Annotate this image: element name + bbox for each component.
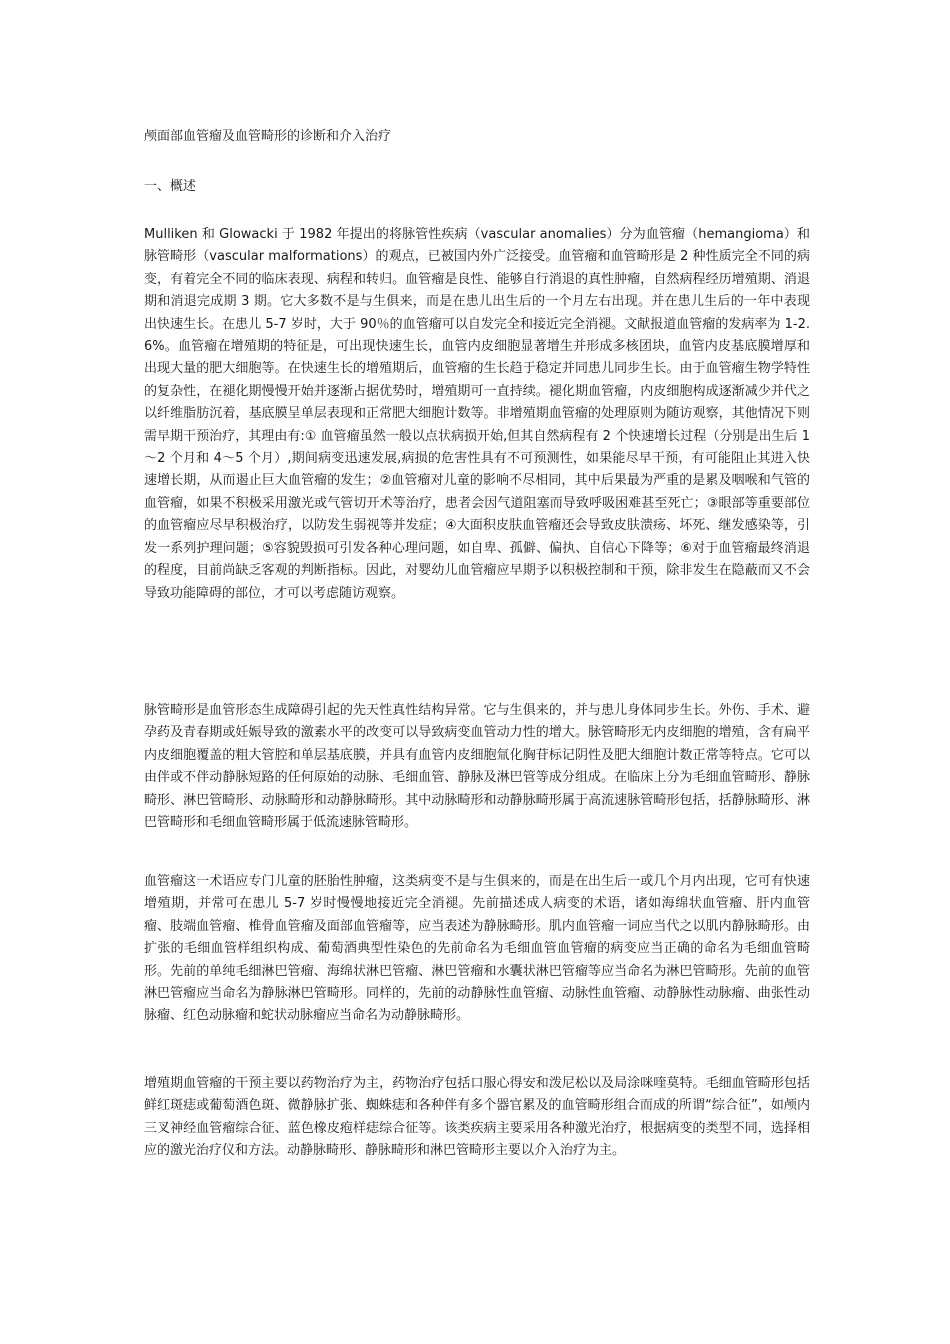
paragraph-vascular-malformation: 脉管畸形是血管形态生成障碍引起的先天性真性结构异常。它与生俱来的，并与患儿身体同步生长。外伤、手术、避孕药及青春期或妊娠导致的激素水平的改变可以导致病变血管动力性的增大。脉管畸形无内皮细胞的增殖，含有扁平内皮细胞覆盖的粗大管腔和单层基底膜，并具有血管内皮细胞氚化胸苷标记阴性及肥大细胞计数正常等特点。它可以由伴或不伴动静脉短路的任何原始的动脉、毛细血管、静脉及淋巴管等成分组成。在临床上分为毛细血管畸形、静脉畸形、淋巴管畸形、动脉畸形和动静脉畸形。其中动脉畸形和动静脉畸形属于高流速脉管畸形包括，括静脉畸形、淋巴管畸形和毛细血管畸形属于低流速脉管畸形。	[144, 703, 810, 831]
paragraph-hemangioma-overview: Mulliken 和 Glowacki 于 1982 年提出的将脉管性疾病（vascular anomalies）分为血管瘤（hemangioma）和脉管畸形（vascular malformations）的观点，已被国内外广泛接受。血管瘤和血管畸形是 2 种性质完全不同的病变，有着完全不同的临床表现、病程和转归。血管瘤是良性、能够自行消退的真性肿瘤，自然病程经历增殖期、消退期和消退完成期 3 期。它大多数不是与生俱来，而是在患儿出生后的一个月左右出现。并在患儿生后的一年中表现出快速生长。在患儿 5-7 岁时，大于 90％的血管瘤可以自发完全和接近完全消褪。文献报道血管瘤的发病率为 1-2.6%。血管瘤在增殖期的特征是，可出现快速生长，血管内皮细胞显著增生并形成多核团块，血管内皮基底膜增厚和出现大量的肥大细胞等。在快速生长的增殖期后，血管瘤的生长趋于稳定并同患儿同步生长。由于血管瘤生物学特性的复杂性，在褪化期慢慢开始并逐渐占据优势时，增殖期可一直持续。褪化期血管瘤，内皮细胞构成逐渐减少并代之以纤维脂肪沉着，基底膜呈单层表现和正常肥大细胞计数等。非增殖期血管瘤的处理原则为随访观察，其他情况下则需早期干预治疗，其理由有:① 血管瘤虽然一般以点状病损开始,但其自然病程有 2 个快速增长过程（分别是出生后 1～2 个月和 4～5 个月）,期间病变迅速发展,病损的危害性具有不可预测性，如果能尽早干预，有可能阻止其进入快速增长期，从而遏止巨大血管瘤的发生；②血管瘤对儿童的影响不尽相同，其中后果最为严重的是累及咽喉和气管的血管瘤，如果不积极采用激光或气管切开术等治疗，患者会因气道阻塞而导致呼吸困难甚至死亡；③眼部等重要部位的血管瘤应尽早积极治疗，以防发生弱视等并发症；④大面积皮肤血管瘤还会导致皮肤溃疡、坏死、继发感染等，引发一系列护理问题；⑤容貌毁损可引发各种心理问题，如自卑、孤僻、偏执、自信心下降等；⑥对于血管瘤最终消退的程度，目前尚缺乏客观的判断指标。因此，对婴幼儿血管瘤应早期予以积极控制和干预，除非发生在隐蔽而又不会导致功能障碍的部位，才可以考虑随访观察。	[144, 227, 810, 601]
document-title: 颅面部血管瘤及血管畸形的诊断和介入治疗	[144, 129, 392, 144]
section-heading: 一、概述	[144, 179, 197, 194]
paragraph-treatment: 增殖期血管瘤的干预主要以药物治疗为主，药物治疗包括口服心得安和泼尼松以及局涂咪喹莫特。毛细血管畸形包括鲜红斑痣或葡萄酒色斑、微静脉扩张、蜘蛛痣和各种伴有多个器官累及的血管畸形组合而成的所谓“综合征”，如颅内三叉神经血管瘤综合征、蓝色橡皮疱样痣综合征等。该类疾病主要采用各种激光治疗，根据病变的类型不同，选择相应的激光治疗仪和方法。动静脉畸形、静脉畸形和淋巴管畸形主要以介入治疗为主。	[144, 1076, 810, 1159]
paragraph-terminology: 血管瘤这一术语应专门儿童的胚胎性肿瘤，这类病变不是与生俱来的，而是在出生后一或几个月内出现，它可有快速增殖期，并常可在患儿 5-7 岁时慢慢地接近完全消褪。先前描述成人病变的术语，诸如海绵状血管瘤、肝内血管瘤、肢端血管瘤、椎骨血管瘤及面部血管瘤等，应当表述为静脉畸形。肌内血管瘤一词应当代之以肌内静脉畸形。由扩张的毛细血管样组织构成、葡萄酒典型性染色的先前命名为毛细血管血管瘤的病变应当正确的命名为毛细血管畸形。先前的单纯毛细淋巴管瘤、海绵状淋巴管瘤、淋巴管瘤和水囊状淋巴管瘤等应当命名为淋巴管畸形。先前的血管淋巴管瘤应当命名为静脉淋巴管畸形。同样的，先前的动静脉性血管瘤、动脉性血管瘤、动静脉性动脉瘤、曲张性动脉瘤、红色动脉瘤和蛇状动脉瘤应当命名为动静脉畸形。	[144, 874, 810, 1024]
